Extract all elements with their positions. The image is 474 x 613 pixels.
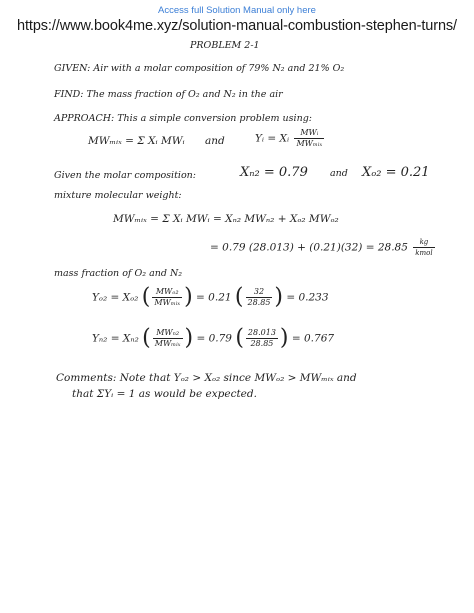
- comment-line-2: that ΣYᵢ = 1 as would be expected.: [72, 388, 257, 400]
- mass-fraction-definition: [255, 128, 326, 149]
- yo2-lhs: Yₒ₂ = Xₒ₂: [92, 291, 139, 304]
- yn2-result: = 0.767: [291, 332, 335, 345]
- mass-fraction-ratio: [294, 128, 324, 149]
- find-line: FIND: The mass fraction of O₂ and N₂ in the air: [54, 89, 283, 100]
- ratio-numerator: MWᵢ: [294, 128, 324, 139]
- and-text: and: [205, 135, 225, 147]
- unit-numerator: kg: [413, 237, 434, 248]
- yn2-ratio: [153, 328, 183, 349]
- mixture-mw-label: mixture molecular weight:: [54, 190, 182, 201]
- yo2-values: [246, 287, 273, 308]
- yo2-ratio: [152, 287, 182, 308]
- and-text-2: and: [330, 168, 348, 179]
- mass-fraction-label: mass fraction of O₂ and N₂: [54, 268, 183, 279]
- problem-title: PROBLEM 2-1: [190, 40, 260, 51]
- yn2-lhs: Yₙ₂ = Xₙ₂: [92, 332, 139, 345]
- yn2-num: MWₙ₂: [153, 328, 183, 339]
- solution-url-link[interactable]: https://www.book4me.xyz/solution-manual-combustion-stephen-turns/: [17, 18, 457, 34]
- mass-fraction-lhs: Yᵢ = Xᵢ: [255, 132, 290, 145]
- ratio-denominator: MWₘᵢₓ: [296, 139, 323, 148]
- given-composition-label: Given the molar composition:: [54, 170, 196, 181]
- approach-line: APPROACH: This a simple conversion problem using:: [54, 113, 312, 124]
- yn2-vden: 28.85: [250, 339, 274, 348]
- x-o2-value: Xₒ₂ = 0.21: [362, 165, 430, 180]
- access-banner[interactable]: Access full Solution Manual only here: [158, 5, 316, 16]
- mw-mixture-expansion: MWₘᵢₓ = Σ Xᵢ MWᵢ = Xₙ₂ MWₙ₂ + Xₒ₂ MWₒ₂: [113, 213, 339, 225]
- given-line: GIVEN: Air with a molar composition of 79% N₂ and 21% O₂: [54, 63, 345, 74]
- yo2-result: = 0.233: [286, 291, 329, 304]
- yo2-vden: 28.85: [247, 298, 271, 307]
- mixture-mw-definition: MWₘᵢₓ = Σ Xᵢ MWᵢ: [88, 135, 185, 147]
- yo2-den: MWₘᵢₓ: [154, 298, 181, 307]
- mw-mixture-result: [210, 237, 437, 258]
- yn2-equation: Yₙ₂ = Xₙ₂ ( $\frac{\text{MWₙ₂}}{\text{MWₘᵢₓ}}$ ) = 0.79 ( $\frac{28.013}{28.85}$ ) = 0.767: [92, 325, 335, 351]
- yn2-values: [246, 328, 278, 349]
- yn2-den: MWₘᵢₓ: [154, 339, 181, 348]
- yo2-mid: = 0.21: [196, 291, 232, 304]
- x-n2-value: Xₙ₂ = 0.79: [240, 165, 308, 180]
- yn2-vnum: 28.013: [247, 328, 276, 337]
- yo2-equation: Yₒ₂ = Xₒ₂ ( $\frac{\text{MWₒ₂}}{\text{MWₘᵢₓ}}$ ) = 0.21 ( $\frac{32}{28.85}$ ) = 0.233: [92, 284, 329, 310]
- yo2-num: MWₒ₂: [152, 287, 182, 298]
- unit-denominator: kmol: [415, 249, 433, 257]
- yo2-vnum: 32: [246, 287, 273, 298]
- comment-line-1: Comments: Note that Yₒ₂ > Xₒ₂ since MWₒ₂ > MWₘᵢₓ and: [56, 372, 357, 384]
- mw-mixture-value: = 0.79 (28.013) + (0.21)(32) = 28.85: [210, 241, 408, 254]
- mw-units: [413, 237, 434, 258]
- yn2-mid: = 0.79: [196, 332, 232, 345]
